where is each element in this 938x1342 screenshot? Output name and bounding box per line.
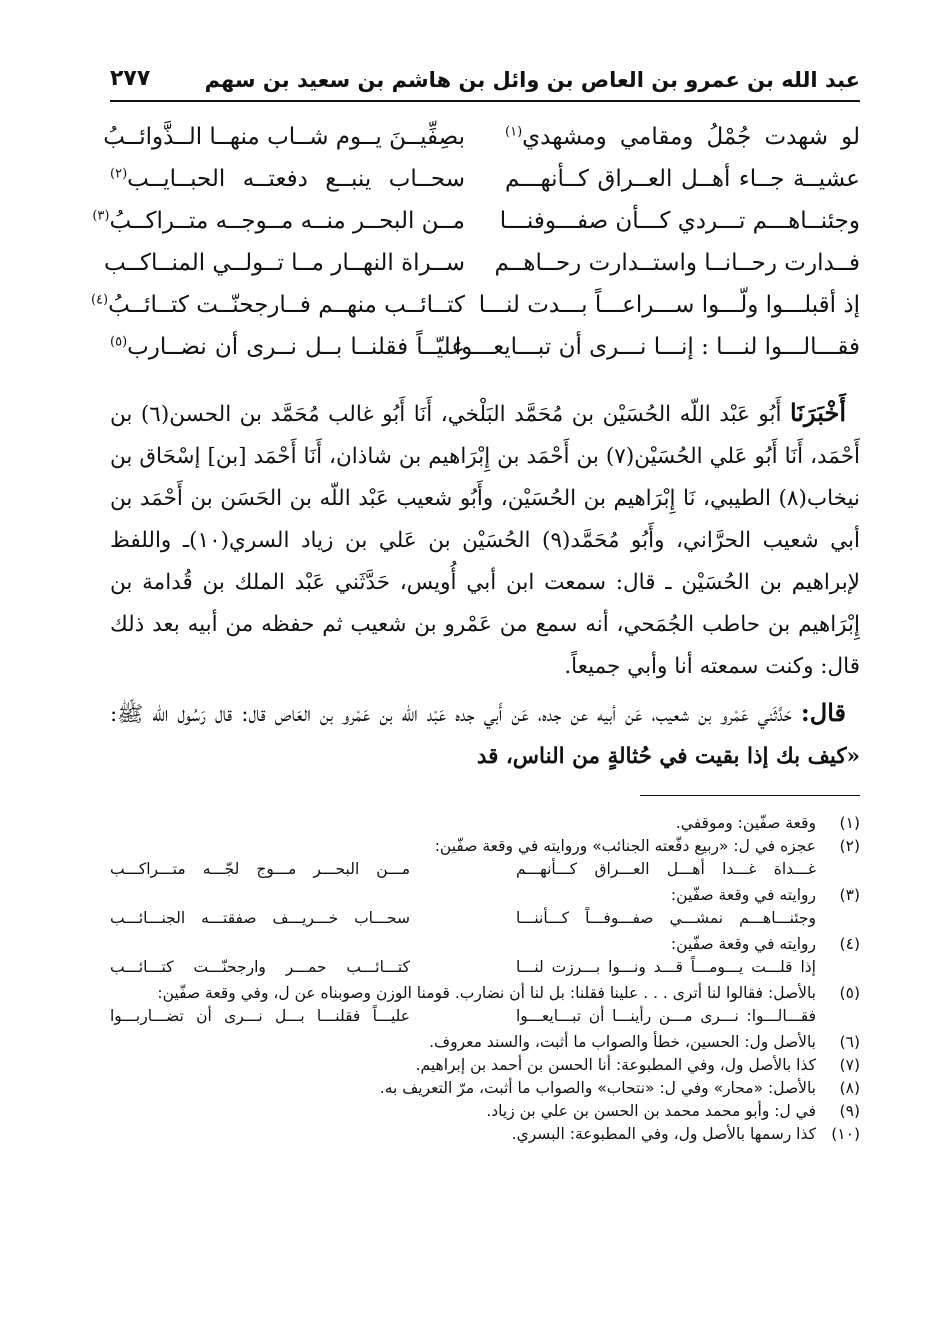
verse-first-hemistich <box>505 124 860 150</box>
footnote-verse-first: غـــداة غـــدا أهـــل العـــراق كـــأنهـــم <box>516 860 816 878</box>
footnote <box>110 835 860 884</box>
footnote-verse <box>110 858 816 884</box>
footnote-marker: (٥) <box>110 334 128 350</box>
footnote-number: (١) <box>839 814 860 832</box>
verse-second-hemistich <box>103 250 465 276</box>
footnote-rule <box>640 795 860 796</box>
poem-verse <box>92 208 860 250</box>
footnote-text: في ل: وأبو محمد محمد بن الحسن بن علي بن زياد. <box>486 1102 816 1120</box>
footnote-verse-second: عليـــاً فقلنـــا بـــل نـــرى أن تضـــاربـــوا <box>110 1007 410 1025</box>
hemistich-text: مــن البحــر منــه مــوجــه متــراكــبُ <box>109 208 465 234</box>
footnote <box>110 1123 860 1146</box>
paragraph-hadith <box>110 692 860 778</box>
footnote <box>110 982 860 1031</box>
footnote-number: (٨) <box>839 1079 860 1097</box>
paragraph-lead: قال: <box>800 698 846 727</box>
footnote-marker: (٤) <box>90 292 109 308</box>
poem-verse <box>103 250 860 292</box>
footnote-number: (٧) <box>839 1056 860 1074</box>
footnote <box>110 933 860 982</box>
paragraph-text: حَدَّثَني عَمْرو بن شعيب، عَن أبيه عن جده، عَن أَبي جده عَبْد اللّه بن عَمْرو بن العَاص قال: قال رَسُول الله ﷺ: <box>110 702 792 727</box>
footnote-number: (١٠) <box>831 1125 860 1143</box>
footnote-verse <box>110 907 816 933</box>
footnote-number: (٦) <box>839 1033 860 1051</box>
hemistich-text: وجئنــاهـــم تـــردي كـــأن صفـــوفنـــا <box>499 208 860 234</box>
verse-first-hemistich <box>494 250 860 276</box>
footnote-text: عجزه في ل: «ربيع دفّعته الجنائب» وروايته في وقعة صفّين: <box>434 837 816 855</box>
verse-second-hemistich <box>103 124 465 150</box>
verse-second-hemistich <box>110 334 465 360</box>
hemistich-text: عليّــاً فقلنــا بــل نــرى أن نضــارب <box>127 334 465 360</box>
verse-second-hemistich <box>110 166 465 192</box>
poem-verse <box>110 334 860 376</box>
footnote-verse-first: وجئنـــاهـــم نمشـــي صفـــوفـــاً كـــأننـــا <box>516 909 816 927</box>
footnote-verse-second: مـــن البحـــر مـــوج لجّـــه متـــراكـــب <box>110 860 410 878</box>
footnote <box>110 884 860 933</box>
footnote-number: (٥) <box>839 984 860 1002</box>
poem-verse <box>110 166 860 208</box>
running-header <box>110 66 860 100</box>
hemistich-text: إذ أقبلـــوا ولّـــوا ســـراعـــاً بـــدت لنـــا <box>478 292 860 318</box>
paragraph-lead: أَخْبَرَنَا <box>790 398 847 427</box>
verse-first-hemistich <box>478 292 860 318</box>
footnote-text: كذا بالأصل ول، وفي المطبوعة: أنا الحسن بن أحمد بن إبراهيم. <box>415 1056 816 1074</box>
hemistich-text: فــدارت رحــانــا واستــدارت رحــاهــم <box>494 250 860 276</box>
footnote-text: روايته في وقعة صفّين: <box>670 886 816 904</box>
header-title: عبد الله بن عمرو بن العاص بن وائل بن هاشم بن سعيد بن سهم <box>204 68 860 92</box>
hemistich-text: بصِفِّيــنَ يــوم شــاب منهــا الــذَّوائــبُ <box>103 124 465 150</box>
hemistich-text: لو شهدت جُمْلُ ومقامي ومشهدي <box>522 124 860 150</box>
footnote-verse-second: سحـــاب خـــريـــف صفقتـــه الجنـــائـــب <box>110 909 410 927</box>
footnote <box>110 1031 860 1054</box>
poem <box>90 124 860 376</box>
verse-first-hemistich <box>454 334 860 360</box>
verse-first-hemistich <box>505 166 860 192</box>
verse-second-hemistich <box>90 292 465 318</box>
footnote-text: وقعة صفّين: وموقفي. <box>675 814 816 832</box>
poem-verse <box>103 124 860 166</box>
page-number: ٢٧٧ <box>110 66 151 91</box>
footnote-verse-first: إذا قلـــت يـــومـــاً قـــد ونـــوا بـــرزت لنـــا <box>516 958 816 976</box>
footnote-number: (٣) <box>839 886 860 904</box>
hadith-quote: «كيف بك إذا بقيت في حُثالةٍ من الناس، قد <box>476 744 860 769</box>
footnote-verse <box>110 1005 816 1031</box>
footnote <box>110 1054 860 1077</box>
footnote-text: كذا رسمها بالأصل ول، وفي المطبوعة: البسري. <box>511 1125 816 1143</box>
footnote-text: بالأصل ول: الحسين، خطأ والصواب ما أثبت، والسند معروف. <box>429 1033 816 1051</box>
footnote-marker: (٢) <box>110 166 128 182</box>
footnote-verse <box>110 956 816 982</box>
footnote-verse-second: كتـــائـــب حمـــر وارجحنّـــت كتـــائـــب <box>110 958 410 976</box>
footnote <box>110 1100 860 1123</box>
footnote-marker: (٣) <box>92 208 110 224</box>
footnotes <box>110 812 860 1146</box>
footnote-marker: (١) <box>505 124 523 140</box>
footnote-number: (٩) <box>839 1102 860 1120</box>
footnote-text: بالأصل: فقالوا لنا أترى . . . علينا فقلنا: بل لنا أن نضارب. قومنا الوزن وصوبناه عن ل، وفي وقعة صفّين: <box>157 984 816 1002</box>
footnote <box>110 1077 860 1100</box>
hemistich-text: كتــائــب منهــم فــارجحنّــت كتــائــبُ <box>108 292 465 318</box>
header-rule <box>110 100 860 102</box>
footnote-text: روايته في وقعة صفّين: <box>670 935 816 953</box>
paragraph-isnad <box>110 392 860 688</box>
footnote-verse-first: فقـــالـــوا: نـــرى مـــن رأينـــا أن تبـــايعـــوا <box>516 1007 816 1025</box>
hemistich-text: سحــاب ينبــع دفعتــه الحبــايــب <box>127 166 465 192</box>
hemistich-text: عشيــة جــاء أهــل العــراق كــأنهـــم <box>505 166 860 192</box>
footnote-number: (٤) <box>839 935 860 953</box>
paragraph-text: أَبُو عَبْد اللّه الحُسَيْن بن مُحَمَّد البَلْخي، أَنَا أَبُو غالب مُحَمَّد بن الحسن(٦) بن أَحْمَد، أَنَا أَبُو عَلي الحُسَيْن(٧) بن أَحْمَد بن إِبْرَاهيم بن شاذان، أَنَا أَحْمَد [بن] إسْحَاق بن نيخاب(٨) الطيبي، نَا إِبْرَاهيم بن الحُسَيْن، وأَبُو شعيب عَبْد اللّه بن الحَسَن بن أَحْمَد بن أبي شعيب الحرَّاني، وأَبُو مُحَمَّد(٩) الحُسَيْن بن عَلي بن زياد السري(١٠)ـ واللفظ لإبراهيم بن الحُسَيْن ـ قال: سمعت ابن أبي أُويس، حَدَّثَني عَبْد الملك بن قُدامة بن إِبْرَاهيم بن حاطب الجُمَحي، أنه سمع من عَمْرو بن شعيب ثم حفظه من أبيه بعد ذلك قال: وكنت سمعته أنا وأبي جميعاً. <box>110 402 860 679</box>
footnote <box>110 812 860 835</box>
poem-verse <box>90 292 860 334</box>
hemistich-text: فقـــالـــوا لنـــا : إنـــا نـــرى أن تبـــايعـــوا <box>454 334 860 360</box>
footnote-text: بالأصل: «محار» وفي ل: «نتحاب» والصواب ما أثبت، مرّ التعريف به. <box>379 1079 816 1097</box>
verse-first-hemistich <box>499 208 860 234</box>
hemistich-text: ســراة النهــار مــا تــولــي المنــاكــب <box>103 250 465 276</box>
footnote-number: (٢) <box>839 837 860 855</box>
verse-second-hemistich <box>92 208 465 234</box>
